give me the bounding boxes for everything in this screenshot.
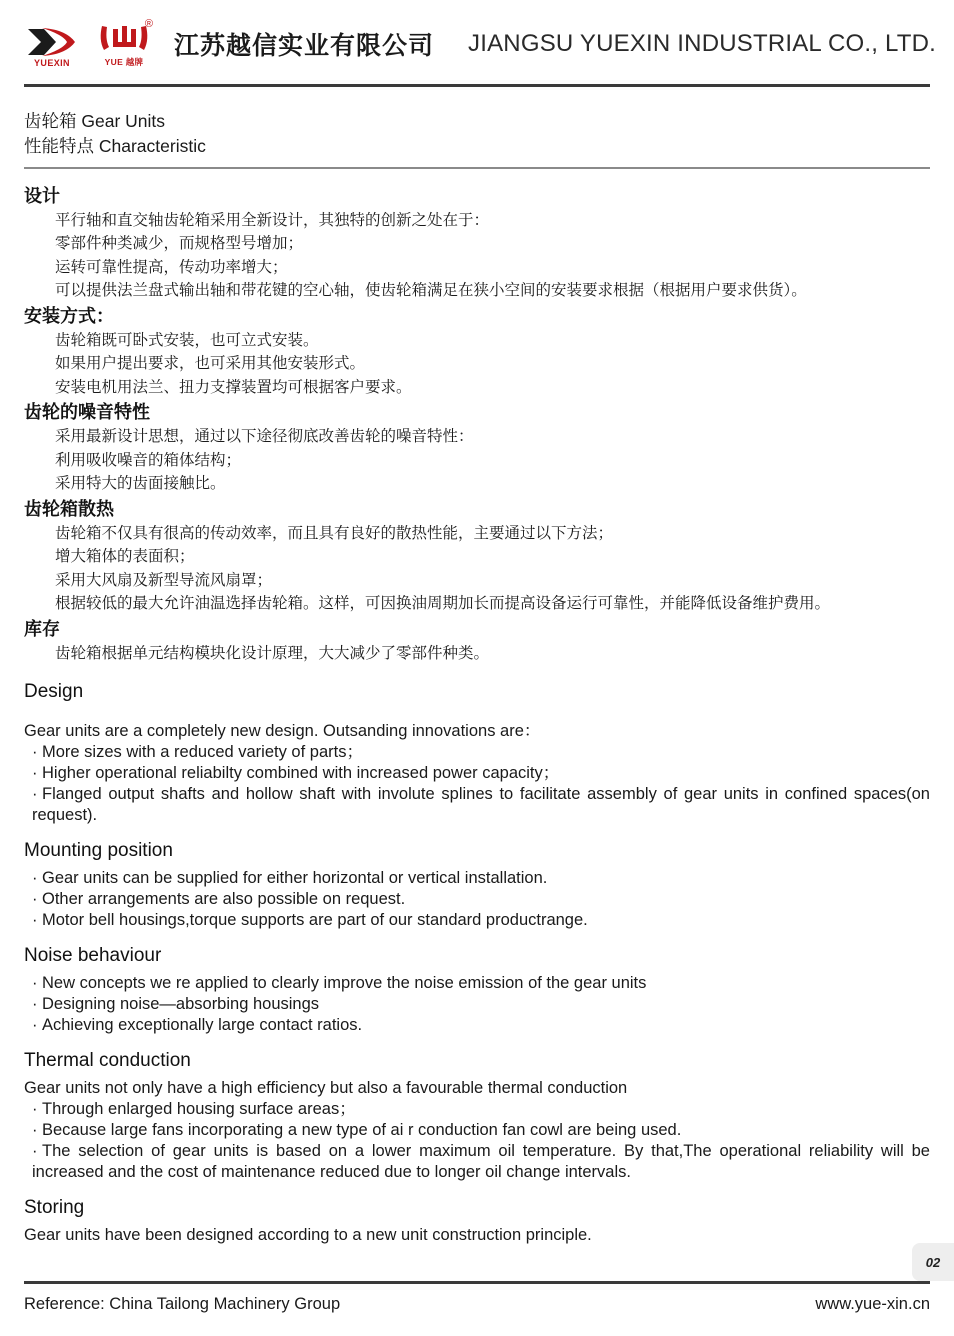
english-bullet <box>24 1141 930 1183</box>
english-section-noise-behaviour <box>24 941 930 1036</box>
footer-website[interactable]: www.yue-xin.cn <box>815 1295 930 1313</box>
chinese-section <box>24 399 930 496</box>
bullet-icon: · <box>32 911 38 930</box>
logo-group <box>24 17 156 68</box>
english-bullet-text: The selection of gear units is based on a lower maximum oil temperature. By that,The operational reliability will be increased and the cost of maintenance reduced due to longer oil change intervals. <box>32 1142 930 1182</box>
english-bullet <box>24 1099 930 1120</box>
yue-mountain-mark-icon <box>96 17 153 55</box>
chinese-section-line: 齿轮箱不仅具有很高的传动效率，而且具有良好的散热性能，主要通过以下方法； <box>55 524 614 542</box>
chinese-section-line: 增大箱体的表面积； <box>55 548 195 566</box>
english-section-heading: Mounting position <box>24 840 173 862</box>
chinese-section-line: 安装电机用法兰、扭力支撑装置均可根据客户要求。 <box>55 378 412 396</box>
english-section-heading: Design <box>24 681 84 703</box>
bullet-icon: · <box>32 743 38 762</box>
english-bullet-text: Through enlarged housing surface areas； <box>42 1100 356 1119</box>
footer-divider <box>24 1281 930 1284</box>
english-bullet <box>24 889 930 910</box>
chinese-section-heading: 齿轮箱散热 <box>24 498 114 519</box>
english-bullet <box>24 973 930 994</box>
company-name-chinese: 江苏越信实业有限公司 <box>174 32 435 60</box>
english-bullet-text: Other arrangements are also possible on request. <box>42 890 406 909</box>
english-bullet <box>24 1120 930 1141</box>
english-bullet <box>24 868 930 889</box>
english-section-storing <box>24 1193 930 1246</box>
english-section-intro: Gear units not only have a high efficiency but also a favourable thermal conduction <box>24 1079 628 1098</box>
english-bullet <box>24 994 930 1015</box>
chinese-section-line: 运转可靠性提高，传动功率增大； <box>55 258 288 276</box>
chinese-section-line: 平行轴和直交轴齿轮箱采用全新设计，其独特的创新之处在于： <box>55 211 490 229</box>
english-bullet-text: More sizes with a reduced variety of parts； <box>42 743 363 762</box>
registered-mark-icon: ® <box>144 17 153 30</box>
english-bullet-text: Achieving exceptionally large contact ratios. <box>42 1016 363 1035</box>
english-section-heading: Noise behaviour <box>24 945 162 967</box>
page-title-line1: 齿轮箱 Gear Units <box>24 111 165 131</box>
chinese-section-line: 齿轮箱根据单元结构模块化设计原理，大大减少了零部件种类。 <box>55 644 490 662</box>
english-bullet <box>24 763 930 784</box>
bullet-icon: · <box>32 974 38 993</box>
english-section-heading: Thermal conduction <box>24 1050 191 1072</box>
chinese-section <box>24 616 930 666</box>
chinese-section <box>24 303 930 400</box>
chinese-section-line: 可以提供法兰盘式输出轴和带花键的空心轴，使齿轮箱满足在狭小空间的安装要求根据（根据用户要求供货）。 <box>55 282 807 300</box>
english-bullet <box>24 910 930 931</box>
chinese-section-line: 采用特大的齿面接触比。 <box>55 475 226 493</box>
chinese-section-heading: 设计 <box>24 185 60 206</box>
company-name-english: JIANGSU YUEXIN INDUSTRIAL CO., LTD. <box>468 30 936 57</box>
english-bullet-text: Flanged output shafts and hollow shaft with involute splines to facilitate assembly of gear units in confined spaces(on request). <box>32 785 930 825</box>
yue-brand-logo-text: YUE 越牌 <box>104 56 144 67</box>
english-section-intro: Gear units are a completely new design. Outsanding innovations are： <box>24 722 541 741</box>
chinese-section-line: 采用最新设计思想，通过以下途径彻底改善齿轮的噪音特性： <box>55 428 474 446</box>
chinese-section <box>24 496 930 616</box>
chinese-section-line: 齿轮箱既可卧式安装，也可立式安装。 <box>55 331 319 349</box>
english-section-thermal-conduction <box>24 1046 930 1183</box>
bullet-icon: · <box>32 890 38 909</box>
yuexin-mark-icon <box>26 25 78 57</box>
yuexin-logo-text: YUEXIN <box>34 57 70 68</box>
english-bullet-text: Higher operational reliabilty combined with increased power capacity； <box>42 764 560 783</box>
english-bullet-text: Designing noise—absorbing housings <box>42 995 320 1014</box>
page-header <box>24 0 936 80</box>
footer-row <box>24 1295 930 1314</box>
chinese-section-line: 利用吸收噪音的箱体结构； <box>55 451 242 469</box>
chinese-section-line: 零部件种类减少，而规格型号增加； <box>55 235 304 253</box>
english-bullet-text: Because large fans incorporating a new type of ai r conduction fan cowl are being used. <box>42 1121 682 1140</box>
chinese-section-line: 如果用户提出要求，也可采用其他安装形式。 <box>55 355 366 373</box>
english-section-intro: Gear units have been designed according to a new unit construction principle. <box>24 1226 592 1245</box>
bullet-icon: · <box>32 1100 38 1119</box>
english-section-mounting-position <box>24 836 930 931</box>
spacer <box>24 709 930 721</box>
yue-brand-logo <box>92 17 156 68</box>
yuexin-logo <box>24 25 80 68</box>
chinese-section-line: 采用大风扇及新型导流风扇罩； <box>55 571 273 589</box>
english-bullet <box>24 742 930 763</box>
chinese-content <box>24 169 930 666</box>
chinese-section <box>24 183 930 303</box>
chinese-section-heading: 齿轮的噪音特性 <box>24 402 150 423</box>
english-section-design <box>24 677 930 826</box>
footer-reference: Reference: China Tailong Machinery Group <box>24 1295 341 1313</box>
chinese-section-heading: 库存 <box>24 618 60 639</box>
bullet-icon: · <box>32 1142 38 1161</box>
chinese-section-heading: 安装方式： <box>24 305 114 326</box>
english-bullet-text: Gear units can be supplied for either horizontal or vertical installation. <box>42 869 548 888</box>
page-footer <box>24 1281 930 1314</box>
bullet-icon: · <box>32 764 38 783</box>
bullet-icon: · <box>32 1016 38 1035</box>
bullet-icon: · <box>32 995 38 1014</box>
bullet-icon: · <box>32 785 38 804</box>
bullet-icon: · <box>32 869 38 888</box>
page-number-tab <box>912 1243 954 1281</box>
bullet-icon: · <box>32 1121 38 1140</box>
english-section-heading: Storing <box>24 1197 85 1219</box>
page-title-line2: 性能特点 Characteristic <box>24 136 206 156</box>
english-content <box>24 665 930 1246</box>
english-bullet-text: Motor bell housings,torque supports are part of our standard productrange. <box>42 911 588 930</box>
english-bullet <box>24 784 930 826</box>
english-bullet-text: New concepts we re applied to clearly improve the noise emission of the gear units <box>42 974 647 993</box>
english-bullet <box>24 1015 930 1036</box>
chinese-section-line: 根据较低的最大允许油温选择齿轮箱。这样，可因换油周期加长而提高设备运行可靠性，并能降低设备维护费用。 <box>55 595 831 613</box>
title-block <box>24 87 930 169</box>
page-number: 02 <box>925 1254 941 1270</box>
